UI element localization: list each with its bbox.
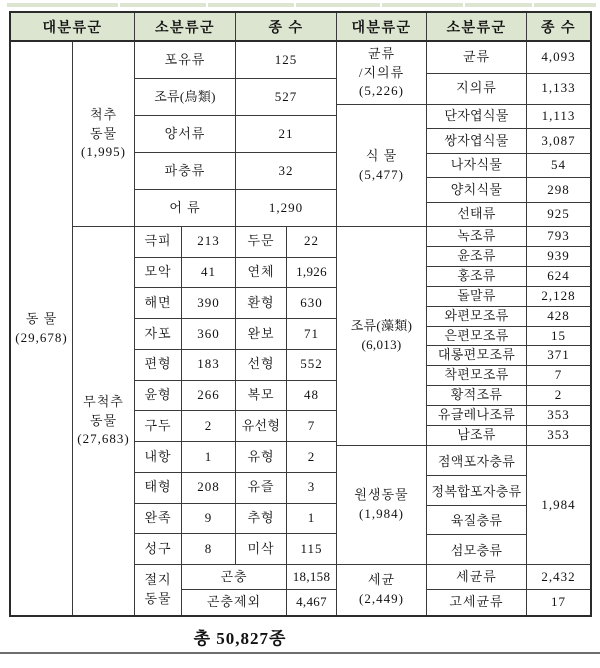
row-label: 유글레나조류	[427, 406, 527, 426]
row-value: 1,113	[527, 105, 590, 129]
row-label: 해면	[135, 288, 182, 319]
row-value: 32	[236, 153, 337, 190]
row-value: 624	[527, 267, 590, 287]
row-label: 남조류	[427, 426, 527, 446]
table-row	[135, 381, 337, 412]
table-row	[427, 287, 590, 307]
row-label: 선형	[236, 350, 287, 381]
header-species-count-right: 종 수	[540, 20, 577, 36]
row-value: 15	[527, 327, 590, 347]
row-value: 298	[527, 178, 590, 202]
table-row	[135, 79, 337, 116]
row-label: 극피	[135, 227, 182, 258]
cell-algae-group	[337, 227, 427, 446]
row-value: 371	[527, 346, 590, 366]
plant-rows	[427, 105, 590, 227]
cell-bacteria-group	[337, 565, 427, 615]
species-statistics-table	[9, 11, 592, 617]
table-row	[135, 350, 337, 381]
cell-plant-group	[337, 105, 427, 227]
protozoa-count: (1,984)	[359, 506, 404, 521]
invertebrate-section	[73, 227, 337, 615]
row-label: 곤충제외	[182, 590, 287, 615]
table-row	[427, 327, 590, 347]
fungi-section	[337, 42, 590, 105]
invertebrate-name-1: 무척추	[83, 393, 124, 409]
row-value: 925	[527, 203, 590, 227]
table-row	[427, 386, 590, 406]
row-value: 1	[287, 504, 337, 535]
top-green-strip	[7, 3, 598, 7]
row-value: 183	[182, 350, 236, 381]
row-label: 정복합포자충류	[427, 476, 527, 506]
row-label: 파충류	[135, 153, 236, 190]
table-row	[135, 42, 337, 79]
table-row	[427, 74, 590, 106]
vertebrate-section	[73, 42, 337, 227]
table-row	[427, 267, 590, 287]
row-label: 모악	[135, 258, 182, 289]
header-minor-group-left: 소분류군	[135, 13, 236, 40]
row-label: 고세균류	[427, 590, 527, 615]
plant-section	[337, 105, 590, 227]
algae-section	[337, 227, 590, 446]
row-value: 1	[182, 442, 236, 473]
bacteria-name: 세균	[367, 572, 396, 588]
fungi-name-1: 균류	[367, 45, 396, 61]
row-value: 54	[527, 154, 590, 178]
header-row	[11, 13, 590, 42]
invertebrate-rows-region	[135, 227, 337, 615]
table-row	[135, 534, 337, 565]
row-label: 조류(鳥類)	[135, 79, 236, 116]
fungi-rows	[427, 42, 590, 105]
row-label: 양서류	[135, 116, 236, 153]
row-label: 환형	[236, 288, 287, 319]
row-value: 71	[287, 319, 337, 350]
row-value: 41	[182, 258, 236, 289]
row-value: 353	[527, 406, 590, 426]
animal-count: (29,678)	[15, 329, 68, 345]
header-major-group-left: 대분류군	[11, 13, 135, 40]
row-value: 1,133	[527, 74, 590, 106]
row-value: 21	[236, 116, 337, 153]
row-value: 360	[182, 319, 236, 350]
table-row	[427, 307, 590, 327]
row-value: 7	[287, 411, 337, 442]
cell-animal-group	[11, 42, 73, 615]
row-value: 552	[287, 350, 337, 381]
row-label: 쌍자엽식물	[427, 129, 527, 153]
table-row	[427, 227, 590, 247]
row-value: 1,290	[236, 190, 337, 227]
arthropod-name-2: 동물	[144, 591, 172, 606]
row-label: 홍조류	[427, 267, 527, 287]
row-label: 착편모조류	[427, 366, 527, 386]
table-row	[135, 227, 337, 258]
row-value: 18,158	[287, 565, 337, 590]
cell-arthropod-group	[135, 565, 182, 615]
row-label: 윤형	[135, 381, 182, 412]
row-value: 8	[182, 534, 236, 565]
row-value: 2	[287, 442, 337, 473]
row-value: 353	[527, 426, 590, 446]
table-body	[11, 42, 590, 615]
table-row	[427, 178, 590, 202]
table-row	[135, 153, 337, 190]
cell-protozoa-group	[337, 446, 427, 565]
row-label: 은편모조류	[427, 327, 527, 347]
arthropod-section	[135, 565, 337, 615]
table-row	[427, 105, 590, 129]
table-row	[135, 473, 337, 504]
bottom-rule	[0, 652, 600, 654]
row-value: 9	[182, 504, 236, 535]
row-label: 어 류	[135, 190, 236, 227]
invertebrate-rows	[135, 227, 337, 565]
row-label: 균류	[427, 42, 527, 74]
row-value: 793	[527, 227, 590, 247]
row-label: 태형	[135, 473, 182, 504]
row-label: 완족	[135, 504, 182, 535]
row-label: 녹조류	[427, 227, 527, 247]
row-label: 포유류	[135, 42, 236, 79]
row-label: 연체	[236, 258, 287, 289]
table-row	[182, 590, 337, 615]
row-value: 630	[287, 288, 337, 319]
row-value: 266	[182, 381, 236, 412]
row-label: 점액포자충류	[427, 446, 527, 476]
row-label: 단자엽식물	[427, 105, 527, 129]
row-label: 곤충	[182, 565, 287, 590]
table-row	[135, 116, 337, 153]
table-row	[427, 42, 590, 74]
table-row	[135, 190, 337, 227]
total-species-count: 총 50,827종	[193, 629, 287, 648]
table-row	[427, 426, 590, 446]
row-value: 208	[182, 473, 236, 504]
row-label: 추형	[236, 504, 287, 535]
row-value: 4,467	[287, 590, 337, 615]
table-row	[135, 258, 337, 289]
row-label: 편형	[135, 350, 182, 381]
vertebrate-name-2: 동물	[89, 125, 118, 141]
arthropod-name-1: 절지	[144, 572, 172, 588]
vertebrate-rows	[135, 42, 337, 227]
row-label: 육질충류	[427, 506, 527, 536]
row-label: 유즐	[236, 473, 287, 504]
row-label: 황적조류	[427, 386, 527, 406]
header-major-group-right: 대분류군	[337, 13, 427, 40]
invertebrate-name-2: 동물	[89, 412, 118, 428]
table-row	[427, 366, 590, 386]
row-label: 나자식물	[427, 154, 527, 178]
row-value: 3,087	[527, 129, 590, 153]
row-label: 자포	[135, 319, 182, 350]
row-label: 지의류	[427, 74, 527, 106]
row-value: 428	[527, 307, 590, 327]
right-half	[337, 42, 590, 615]
row-label: 구두	[135, 411, 182, 442]
row-value: 2,432	[527, 565, 590, 590]
vertebrate-name-1: 척추	[89, 106, 118, 122]
row-label: 내항	[135, 442, 182, 473]
protozoa-section	[337, 446, 590, 565]
row-value: 390	[182, 288, 236, 319]
fungi-name-2: /지의류	[358, 64, 405, 80]
fungi-count: (5,226)	[359, 83, 404, 99]
row-value: 22	[287, 227, 337, 258]
invertebrate-count: (27,683)	[77, 431, 130, 447]
row-label: 완보	[236, 319, 287, 350]
table-row	[427, 247, 590, 267]
row-value: 115	[287, 534, 337, 565]
header-minor-group-right: 소분류군	[427, 13, 527, 40]
row-value: 939	[527, 247, 590, 267]
row-label: 복모	[236, 381, 287, 412]
row-label: 섬모충류	[427, 535, 527, 565]
row-label: 대롱편모조류	[427, 346, 527, 366]
header-species-count-left: 종 수	[236, 13, 337, 40]
row-value: 2,128	[527, 287, 590, 307]
algae-name: 조류(藻類)	[350, 318, 413, 334]
cell-vertebrate-group	[73, 42, 135, 227]
row-value: 7	[527, 366, 590, 386]
row-label: 윤조류	[427, 247, 527, 267]
row-value: 48	[287, 381, 337, 412]
plant-name: 식 물	[365, 147, 398, 163]
table-row	[427, 565, 590, 590]
plant-count: (5,477)	[359, 166, 404, 182]
row-label: 유형	[236, 442, 287, 473]
cell-fungi-group	[337, 42, 427, 105]
row-value: 125	[236, 42, 337, 79]
arthropod-rows	[182, 565, 337, 615]
table-row	[427, 129, 590, 153]
table-row	[135, 319, 337, 350]
row-label: 와편모조류	[427, 307, 527, 327]
protozoa-merged-value: 1,984	[527, 446, 590, 565]
row-value: 1,926	[287, 258, 337, 289]
row-label: 돌말류	[427, 287, 527, 307]
table-row	[135, 504, 337, 535]
table-row	[182, 565, 337, 590]
table-row	[427, 346, 590, 366]
animal-name: 동 물	[25, 310, 58, 326]
table-row	[135, 442, 337, 473]
table-row	[427, 590, 590, 615]
cell-invertebrate-group	[73, 227, 135, 615]
row-label: 유선형	[236, 411, 287, 442]
bacteria-section	[337, 565, 590, 615]
row-value: 213	[182, 227, 236, 258]
table-row	[135, 411, 337, 442]
row-label: 미삭	[236, 534, 287, 565]
row-value: 527	[236, 79, 337, 116]
protozoa-name: 원생동물	[354, 487, 409, 503]
left-half	[11, 42, 337, 615]
algae-rows	[427, 227, 590, 446]
row-value: 17	[551, 594, 566, 610]
algae-count: (6,013)	[361, 337, 402, 352]
protozoa-rows	[427, 446, 527, 565]
table-row	[135, 288, 337, 319]
row-value: 3	[287, 473, 337, 504]
row-label: 두문	[236, 227, 287, 258]
table-row	[427, 154, 590, 178]
row-label: 선태류	[427, 203, 527, 227]
row-label: 성구	[135, 534, 182, 565]
bacteria-count: (2,449)	[359, 591, 404, 606]
row-value: 2	[182, 411, 236, 442]
row-value: 4,093	[527, 42, 590, 74]
row-label: 세균류	[427, 565, 527, 590]
table-row	[427, 406, 590, 426]
row-label: 양치식물	[427, 178, 527, 202]
row-value: 2	[527, 386, 590, 406]
left-subgroups	[73, 42, 337, 615]
bacteria-rows	[427, 565, 590, 615]
vertebrate-count: (1,995)	[81, 144, 126, 160]
table-row	[427, 203, 590, 227]
